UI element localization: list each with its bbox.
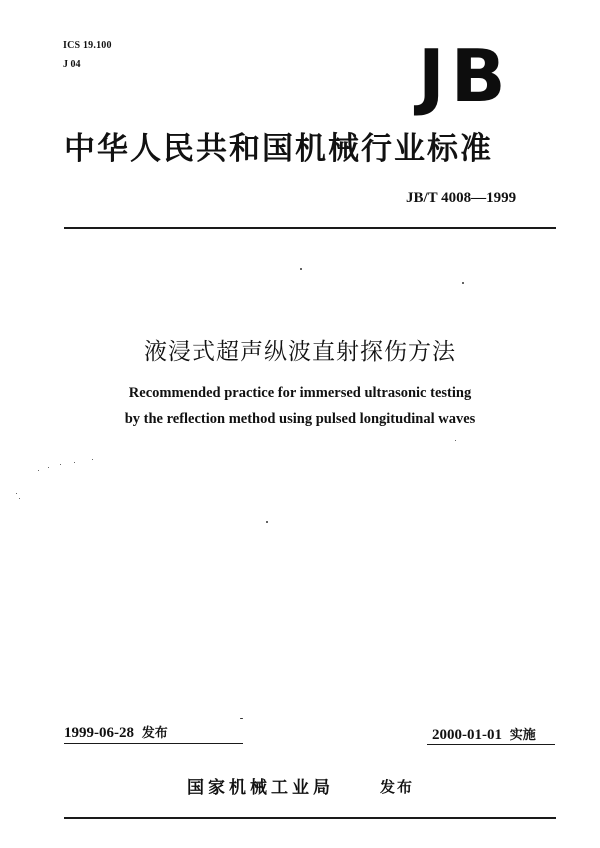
scan-speck — [300, 268, 302, 270]
standard-number: JB/T 4008—1999 — [406, 190, 517, 206]
issue-underline — [64, 743, 243, 744]
scan-speck — [60, 464, 61, 465]
title-english-line1: Recommended practice for immersed ultrasonic testing — [128, 385, 472, 401]
issue-date: 1999-06-28 — [64, 725, 134, 741]
scan-speck — [38, 470, 39, 471]
implementation-underline — [427, 744, 555, 745]
scan-speck — [16, 493, 17, 494]
implementation-label: 实施 — [509, 728, 536, 743]
implementation-date-line — [432, 724, 536, 744]
title-english-line2: by the reflection method using pulsed longitudinal waves — [124, 411, 476, 427]
scan-speck — [19, 498, 20, 499]
title-chinese: 液浸式超声纵波直射探伤方法 — [144, 339, 456, 365]
scan-speck — [92, 459, 93, 460]
scan-speck — [74, 462, 75, 463]
bottom-divider — [64, 817, 556, 819]
scan-speck — [48, 467, 49, 468]
scan-speck — [455, 440, 456, 441]
issuing-authority-heading: 中华人民共和国机械行业标准 — [64, 131, 493, 167]
issue-label: 发布 — [141, 726, 168, 741]
issue-date-line — [64, 722, 168, 742]
scan-speck — [462, 282, 464, 284]
jb-logo: JB — [418, 34, 512, 118]
scan-speck — [266, 521, 268, 523]
implementation-date: 2000-01-01 — [432, 727, 502, 743]
publisher-name: 国家机械工业局 — [187, 778, 334, 798]
scan-speck — [240, 718, 243, 719]
ics-code: ICS 19.100 — [63, 40, 112, 51]
publisher-action: 发布 — [380, 778, 415, 796]
top-divider — [64, 227, 556, 229]
classification-code: J 04 — [63, 59, 81, 70]
